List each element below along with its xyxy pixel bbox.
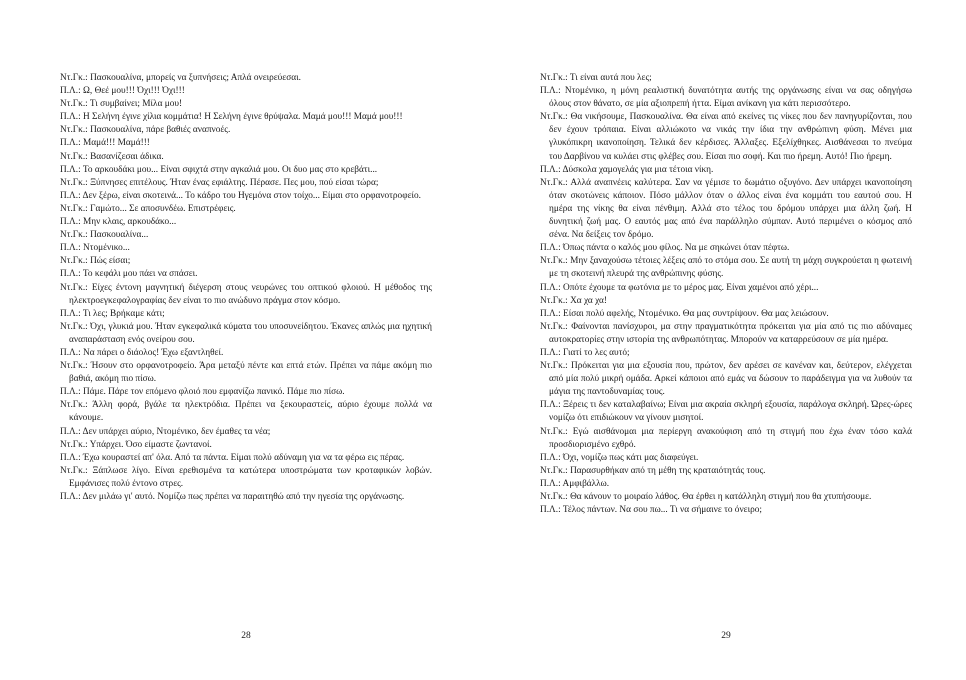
page-number-right: 29 xyxy=(721,631,731,641)
dialogue-line: Π.Λ.: Δεν μιλάω γι' αυτό. Νομίζω πως πρέπει να παραιτηθώ από την ηγεσία της οργάνωσης. xyxy=(60,492,405,502)
dialogue-line: Π.Λ.: Αμφιβάλλω. xyxy=(540,478,610,489)
dialogue-line: Π.Λ.: Όχι, νομίζω πως κάτι μας διαφεύγει. xyxy=(540,452,699,463)
dialogue-line: Ντ.Γκ.: Πρόκειται για μια εξουσία που, πρώτον, δεν αρέσει σε κανέναν και, δεύτερον, ελέγχεται από μία πολύ μικρή ομάδα. Αρκεί κάποιοι από εμάς να δώσουν το παράδειγμα για να λυθούν τα μάγια της παντοδυναμίας τους. xyxy=(540,361,912,398)
dialogue-line: Ντ.Γκ.: Ξύπνησες επιτέλους. Ήταν ένας εφιάλτης. Πέρασε. Πες μου, πού είσαι τώρα; xyxy=(60,177,379,188)
dialogue-line: Ντ.Γκ.: Ξάπλωσε λίγο. Είναι ερεθισμένα τα κατώτερα υποστρώματα των κροταφικών λοβών. Εμφάνισες πολύ έντονο στρες. xyxy=(60,465,432,489)
dialogue-line: Ντ.Γκ.: Βασανίζεσαι άδικα. xyxy=(60,151,164,162)
dialogue-line: Ντ.Γκ.: Αλλά αναπνέεις καλύτερα. Σαν να γέμισε το δωμάτιο οξυγόνο. Δεν υπάρχει ικανοποίηση όταν σκοτώνεις κάποιον. Πόσο μάλλον όταν ο άλλος είναι ένα κομμάτι του εαυτού σου. Η ημέρα της νίκης θα είναι πένθιμη. Αλλά στο τέλος του δρόμου υπάρχει μια άλλη ζωή. Η δυνητική ζωή μας. Ο εαυτός μας από ένα παράλληλο σύμπαν. Αυτό περιμένει ο κόσμος από σένα. Να δείξεις τον δρόμο. xyxy=(540,177,912,241)
dialogue-line: Π.Λ.: Τέλος πάντων. Να σου πω... Τι να σήμαινε το όνειρο; xyxy=(540,505,762,516)
dialogue-line: Ντ.Γκ.: Φαίνονται πανίσχυροι, μα στην πραγματικότητα πρόκειται για μία από τις πιο αδύναμες αυτοκρατορίες στην ιστορία της ανθρωπότητας. Μπορούν να καταρρεύσουν σε μία ημέρα. xyxy=(540,321,912,345)
dialogue-line: Π.Λ.: Οπότε έχουμε τα φωτόνια με το μέρος μας. Είναι χαμένοι από χέρι... xyxy=(540,282,819,293)
page-number-left: 28 xyxy=(241,631,251,641)
dialogue-line: Ντ.Γκ.: Πασκουαλίνα... xyxy=(60,230,149,241)
dialogue-line: Π.Λ.: Το κεφάλι μου πάει να σπάσει. xyxy=(60,269,198,280)
dialogue-line: Ντ.Γκ.: Όχι, γλυκιά μου. Ήταν εγκεφαλικά κύματα του υποσυνείδητου. Έκανες απλώς μια ηχητική αναπαράσταση ενός ονείρου σου. xyxy=(60,321,432,345)
dialogue-line: Ντ.Γκ.: Άλλη φορά, βγάλε τα ηλεκτρόδια. Πρέπει να ξεκουραστείς, αύριο έχουμε πολλά να κάνουμε. xyxy=(60,400,432,424)
dialogue-line: Π.Λ.: Μαμά!!! Μαμά!!! xyxy=(60,138,150,149)
right-page xyxy=(540,72,912,517)
dialogue-line: Π.Λ.: Δεν ξέρω, είναι σκοτεινά... Το κάδρο του Ηγεμόνα στον τοίχο... Είμαι στο ορφανοτροφείο. xyxy=(60,190,421,201)
dialogue-line: Ντ.Γκ.: Πώς είσαι; xyxy=(60,256,131,267)
dialogue-line: Ντ.Γκ.: Χα χα χα! xyxy=(540,295,607,306)
dialogue-line: Π.Λ.: Δύσκολα χαμογελάς για μια τέτοια νίκη. xyxy=(540,164,714,175)
dialogue-line: Π.Λ.: Να πάρει ο διάολος! Έχω εξαντληθεί. xyxy=(60,347,224,358)
dialogue-line: Π.Λ.: Είσαι πολύ αφελής, Ντομένικο. Θα μας συντρίψουν. Θα μας λειώσουν. xyxy=(540,308,829,319)
dialogue-line: Π.Λ.: Τι λες; Βρήκαμε κάτι; xyxy=(60,308,165,319)
dialogue-line: Ντ.Γκ.: Πασκουαλίνα, πάρε βαθιές αναπνοές. xyxy=(60,125,231,136)
dialogue-line: Ντ.Γκ.: Ήσουν στο ορφανοτροφείο. Άρα μεταξύ πέντε και επτά ετών. Πρέπει να πάμε ακόμη πιο βαθιά, ακόμη πιο πίσω. xyxy=(60,361,432,385)
dialogue-line: Π.Λ.: Έχω κουραστεί απ' όλα. Από τα πάντα. Είμαι πολύ αδύναμη για να τα φέρω εις πέρας. xyxy=(60,452,405,463)
dialogue-line: Π.Λ.: Δεν υπάρχει αύριο, Ντομένικο, δεν έμαθες τα νέα; xyxy=(60,426,271,437)
dialogue-line: Π.Λ.: Ξέρεις τι δεν καταλαβαίνω; Είναι μια ακραία σκληρή εξουσία, παράλογα σκληρή. Ώρες-ώρες νομίζω ότι επιδιώκουν να γίνουν μισητοί. xyxy=(540,400,912,424)
dialogue-line: Ντ.Γκ.: Τι είναι αυτά που λες; xyxy=(540,73,652,83)
dialogue-line: Ντ.Γκ.: Θα νικήσουμε, Πασκουαλίνα. Θα είναι από εκείνες τις νίκες που δεν πανηγυρίζονται, που δεν έχουν τρόπαια. Είναι αλλιώκοτο να νικάς την ίδια την ανθρώπινη φύση. Μένει μια γλυκόπικρη ικανοποίηση. Τελικά δεν κέρδισες. Άλλαξες. Εξελίχθηκες. Αισθάνεσαι το πνεύμα του Δαρβίνου να κυλάει στις φλέβες σου. Είσαι πιο σοφή. Και πιο ήρεμη. Αυτό! Πιο ήρεμη. xyxy=(540,112,912,162)
dialogue-line: Ντ.Γκ.: Μην ξαναχούσω τέτοιες λέξεις από το στόμα σου. Σε αυτή τη μάχη συγκρούεται η φωτεινή με τη σκοτεινή πλευρά της ανθρώπινης φύσης. xyxy=(540,256,912,280)
dialogue-line: Π.Λ.: Όπως πάντα ο καλός μου φίλος. Να με σηκώνει όταν πέφτω. xyxy=(540,243,790,254)
dialogue-line: Π.Λ.: Ντομένικο, η μόνη ρεαλιστική δυνατότητα αυτής της οργάνωσης είναι να σας οδηγήσω όλους στον θάνατο, σε μία αξιοπρεπή ήττα. Είμαι ανίκανη για κάτι περισσότερο. xyxy=(540,86,912,110)
dialogue-line: Π.Λ.: Γιατί το λες αυτό; xyxy=(540,347,630,358)
dialogue-line: Ντ.Γκ.: Θα κάνουν το μοιραίο λάθος. Θα έρθει η κατάλληλη στιγμή που θα χτυπήσουμε. xyxy=(540,492,872,502)
dialogue-line: Π.Λ.: Πάμε. Πάρε τον επόμενο φλοιό που εμφανίζω πανικό. Πάμε πιο πίσω. xyxy=(60,387,345,398)
dialogue-line: Π.Λ.: Ντομένικο... xyxy=(60,243,130,254)
dialogue-line: Π.Λ.: Μην κλαις, αρκουδάκο... xyxy=(60,217,177,228)
dialogue-line: Π.Λ.: Ω, Θεέ μου!!! Όχι!!! Όχι!!! xyxy=(60,86,185,97)
dialogue-line: Ντ.Γκ.: Υπάρχει. Όσο είμαστε ζωντανοί. xyxy=(60,439,212,450)
dialogue-line: Ντ.Γκ.: Είχες έντονη μαγνητική διέγερση στους νευρώνες του οπτικού φλοιού. Η μέθοδος της ηλεκτροεγκεφαλογραφίας δεν είναι το πιο ανώδυνο πράγμα στον κόσμο. xyxy=(60,282,432,306)
dialogue-line: Ντ.Γκ.: Εγώ αισθάνομαι μια περίεργη ανακούφιση από τη στιγμή που έχω έναν τόσο καλά προσδιορισμένο εχθρό. xyxy=(540,426,912,450)
dialogue-line: Ντ.Γκ.: Πασκουαλίνα, μπορείς να ξυπνήσεις; Απλά ονειρεύεσαι. xyxy=(60,73,301,83)
left-page xyxy=(60,72,432,504)
dialogue-line: Ντ.Γκ.: Τι συμβαίνει; Μίλα μου! xyxy=(60,99,183,110)
dialogue-line: Π.Λ.: Το αρκουδάκι μου... Είναι σφιχτά στην αγκαλιά μου. Οι δυο μας στο κρεβάτι... xyxy=(60,164,378,175)
dialogue-line: Π.Λ.: Η Σελήνη έγινε χίλια κομμάτια! Η Σελήνη έγινε θρύψαλα. Μαμά μου!!! Μαμά μου!!! xyxy=(60,112,403,123)
dialogue-line: Ντ.Γκ.: Παρασυρθήκαν από τη μέθη της κραταιότητάς τους. xyxy=(540,465,766,476)
dialogue-line: Ντ.Γκ.: Γαμώτο... Σε αποσυνδέω. Επιστρέφεις. xyxy=(60,203,236,214)
